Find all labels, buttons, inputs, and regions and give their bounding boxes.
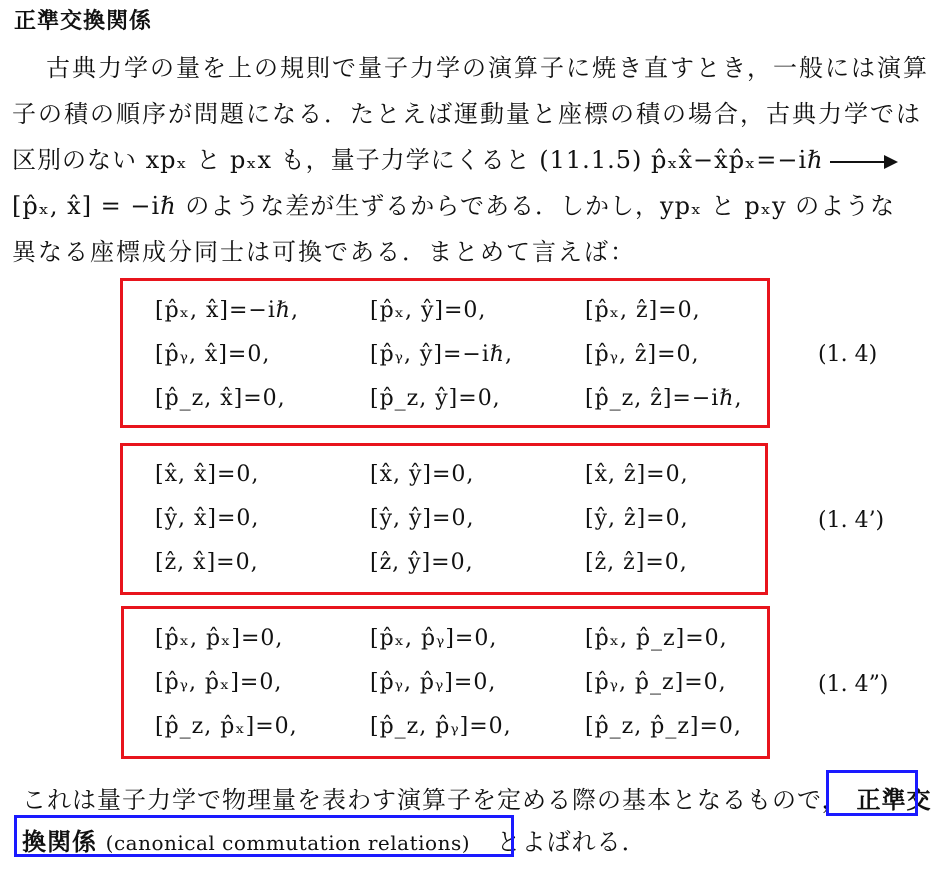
equation: [ŷ, ŷ]=0, xyxy=(370,506,475,531)
equation: [p̂ᵧ, ŷ]=−iℏ, xyxy=(370,342,514,367)
equation: [p̂_z, p̂ᵧ]=0, xyxy=(370,714,512,739)
term-highlight-box-1 xyxy=(826,770,918,816)
equation: [p̂_z, ẑ]=−iℏ, xyxy=(585,386,743,411)
equation: [p̂_z, x̂]=0, xyxy=(155,386,286,411)
equation-number: (1. 4”) xyxy=(818,672,889,697)
equation: [p̂ᵧ, x̂]=0, xyxy=(155,342,271,367)
equation: [ẑ, x̂]=0, xyxy=(155,550,259,575)
equation: [p̂ᵧ, p̂_z]=0, xyxy=(585,670,727,695)
equation: [ŷ, x̂]=0, xyxy=(155,506,260,531)
equation: [p̂ₓ, p̂_z]=0, xyxy=(585,626,728,651)
equation: [p̂ₓ, ẑ]=0, xyxy=(585,298,701,323)
equation: [p̂_z, p̂_z]=0, xyxy=(585,714,742,739)
paragraph-line-2: 子の積の順序が問題になる．たとえば運動量と座標の積の場合，古典力学では xyxy=(12,100,922,128)
term-english: (canonical commutation relations) xyxy=(105,831,471,855)
equation: [ŷ, ẑ]=0, xyxy=(585,506,689,531)
term-highlight-box-2 xyxy=(14,815,514,857)
equation: [x̂, x̂]=0, xyxy=(155,462,260,487)
paragraph-line-1: 古典力学の量を上の規則で量子力学の演算子に焼き直すとき，一般には演算 xyxy=(46,54,930,82)
term-jp-part1: 正準交 xyxy=(856,786,932,814)
right-arrow-icon xyxy=(830,161,896,163)
equation: [ẑ, ẑ]=0, xyxy=(585,550,688,575)
term-jp-part2: 換関係 xyxy=(22,828,97,856)
equation: [p̂ₓ, x̂]=−iℏ, xyxy=(155,298,300,323)
equation: [p̂ᵧ, p̂ₓ]=0, xyxy=(155,670,283,695)
equation: [x̂, ŷ]=0, xyxy=(370,462,475,487)
paragraph-line-3-text: 区別のない xpₓ と pₓx も，量子力学にくると (11.1.5) p̂ₓx̂−x̂p̂ₓ=−iℏ xyxy=(12,146,824,174)
equation: [p̂_z, p̂ₓ]=0, xyxy=(155,714,298,739)
equation: [ẑ, ŷ]=0, xyxy=(370,550,474,575)
equation: [p̂ᵧ, ẑ]=0, xyxy=(585,342,700,367)
equation-number: (1. 4’) xyxy=(818,508,885,533)
closing-text: これは量子力学で物理量を表わす演算子を定める際の基本となるもので， xyxy=(22,786,847,814)
closing-end-text: とよばれる． xyxy=(496,828,647,856)
equation-number: (1. 4) xyxy=(818,342,878,367)
paragraph-line-4: [p̂ₓ, x̂] = −iℏ のような差が生ずるからである．しかし，ypₓ と pₓy のような xyxy=(12,192,896,220)
equation: [p̂ᵧ, p̂ᵧ]=0, xyxy=(370,670,497,695)
equation: [p̂ₓ, p̂ₓ]=0, xyxy=(155,626,284,651)
equation: [p̂ₓ, ŷ]=0, xyxy=(370,298,487,323)
paragraph-line-5: 異なる座標成分同士は可換である．まとめて言えば： xyxy=(12,238,636,266)
closing-line-1 xyxy=(22,780,932,815)
equation: [p̂_z, ŷ]=0, xyxy=(370,386,501,411)
section-title: 正準交換関係 xyxy=(14,9,153,34)
equation: [x̂, ẑ]=0, xyxy=(585,462,689,487)
paragraph-line-3 xyxy=(12,140,896,175)
equation: [p̂ₓ, p̂ᵧ]=0, xyxy=(370,626,498,651)
